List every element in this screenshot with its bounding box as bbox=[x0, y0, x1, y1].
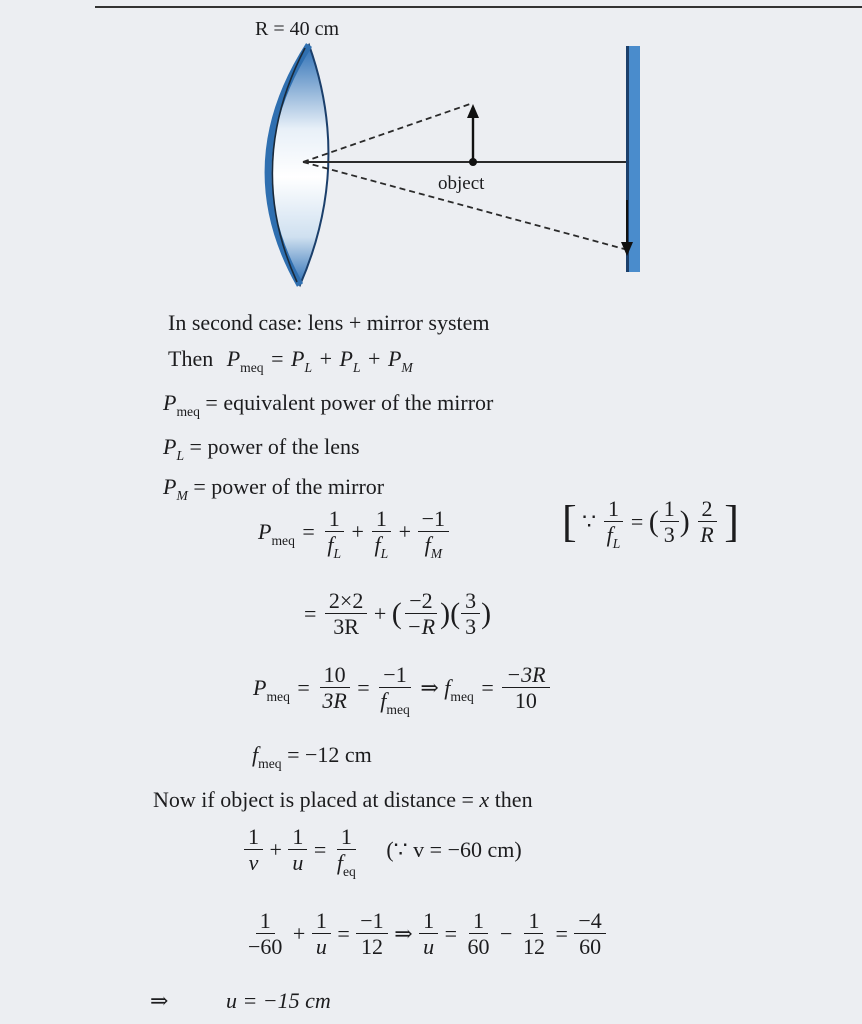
radius-label: R = 40 cm bbox=[255, 18, 340, 40]
lens-mirror-figure bbox=[0, 0, 862, 300]
solve-line: $\frac{1}{-60}$ + $\frac{1}{u}$ = $\frac{-1}{12}$ ⇒ $\frac{1}{u}$ = $\frac{1}{60}$ − $\frac{1}{12}$ = $\frac{-4}{60}$ bbox=[243, 910, 607, 958]
object-arrowhead bbox=[467, 104, 479, 118]
substitution-line: = $\frac{2\times 2}{3R}$ + ( $\frac{-2}{-R}$ )( $\frac{3}{3}$ ) bbox=[304, 588, 492, 639]
object-point bbox=[469, 158, 477, 166]
fmeq-result: $f_{meq} = -12$ cm bbox=[252, 742, 372, 772]
mirror-formula-line: $\frac{1}{v}$ + $\frac{1}{u}$ = $\frac{1}{f_{eq}}$ (∵ v = −60 cm) bbox=[243, 826, 522, 874]
because-note: [ ∵ $\frac{1}{f_L}$ = ( $\frac{1}{3}$ ) $\frac{2}{R}$ ] bbox=[562, 496, 739, 552]
object-label: object bbox=[438, 173, 485, 194]
def-l: $P_L$ = power of the lens bbox=[163, 434, 360, 464]
convex-lens bbox=[268, 45, 328, 285]
def-m: $P_M$ = power of the mirror bbox=[163, 474, 385, 504]
final-answer: ⇒ u = −15 cm bbox=[150, 988, 331, 1013]
then-word: Then bbox=[168, 346, 214, 371]
now-if-line: Now if object is placed at distance = x then bbox=[153, 787, 533, 812]
second-case-line: In second case: lens + mirror system bbox=[168, 310, 490, 335]
def-meq: $P_{meq}$ = equivalent power of the mirror bbox=[163, 390, 494, 420]
pmeq-sum-equation: $P_{meq}$ = $\frac{1}{f_L}$ + $\frac{1}{f_L}$ + $\frac{-1}{f_M}$ bbox=[258, 508, 450, 556]
pmeq-result-line: $P_{meq}$ = $\frac{10}{3R}$ = $\frac{-1}{f_{meq}}$ ⇒ $f_{meq}$ = $\frac{-3R}{10}$ bbox=[253, 664, 551, 712]
then-equation: Then $P_{meq} = P_L + P_L + P_M$ bbox=[168, 346, 413, 376]
